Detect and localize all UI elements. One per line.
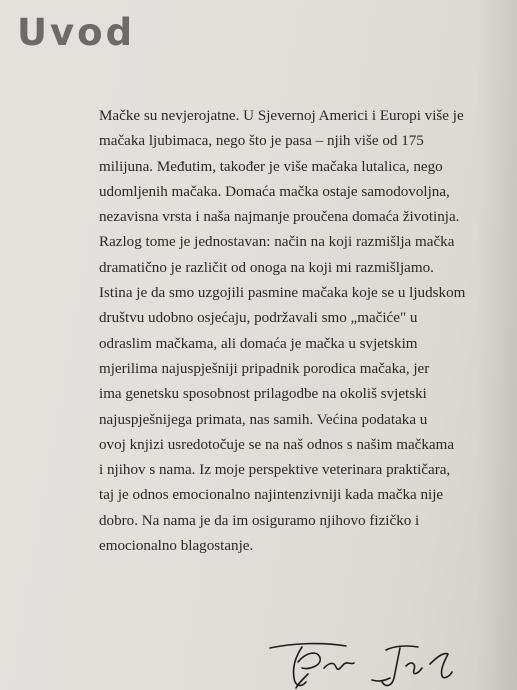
body-paragraph (99, 104, 479, 559)
text-line: ima genetsku sposobnost prilagodbe na okoliš svjetski (99, 386, 427, 403)
text-line: Mačke su nevjerojatne. U Sjevernoj Americi i Europi više je (99, 108, 464, 124)
text-line: najuspješnijega primata, nas samih. Većina podataka u (99, 411, 428, 428)
text-line: milijuna. Međutim, također je više mačaka lutalica, nego (99, 158, 443, 175)
text-line: nezavisna vrsta i naša najmanje proučena domaća životinja. (99, 209, 460, 226)
text-line: Istina je da smo uzgojili pasmine mačaka koje se u ljudskom (99, 285, 466, 302)
text-line: društvu udobno osjećaju, podržavali smo „mačiće" u (99, 310, 418, 327)
text-line: dobro. Na nama je da im osiguramo njihovo fizičko i (99, 512, 420, 529)
text-line: emocionalno blagostanje. (99, 538, 254, 555)
chapter-title: Uvod (17, 11, 136, 54)
text-line: taj je odnos emocionalno najintenzivniji kada mačka nije (99, 487, 444, 504)
text-line: Razlog tome je jednostavan: način na koji razmišlja mačka (99, 234, 455, 251)
text-line: udomljenih mačaka. Domaća mačka ostaje samodovoljna, (99, 183, 450, 200)
text-line: ovoj knjizi usredotočuje se na naš odnos s našim mačkama (99, 436, 455, 453)
signature-icon (268, 634, 468, 690)
text-line: i njihov s nama. Iz moje perspektive veterinara praktičara, (99, 462, 451, 479)
text-line: mačaka ljubimaca, nego što je pasa – njih više od 175 (99, 133, 424, 150)
text-line: odraslim mačkama, ali domaća je mačka u svjetskim (99, 335, 418, 352)
text-line: dramatično je različit od onoga na koji mi razmišljamo. (99, 259, 434, 276)
text-line: mjerilima najuspješniji pripadnik porodica mačaka, jer (99, 360, 430, 377)
